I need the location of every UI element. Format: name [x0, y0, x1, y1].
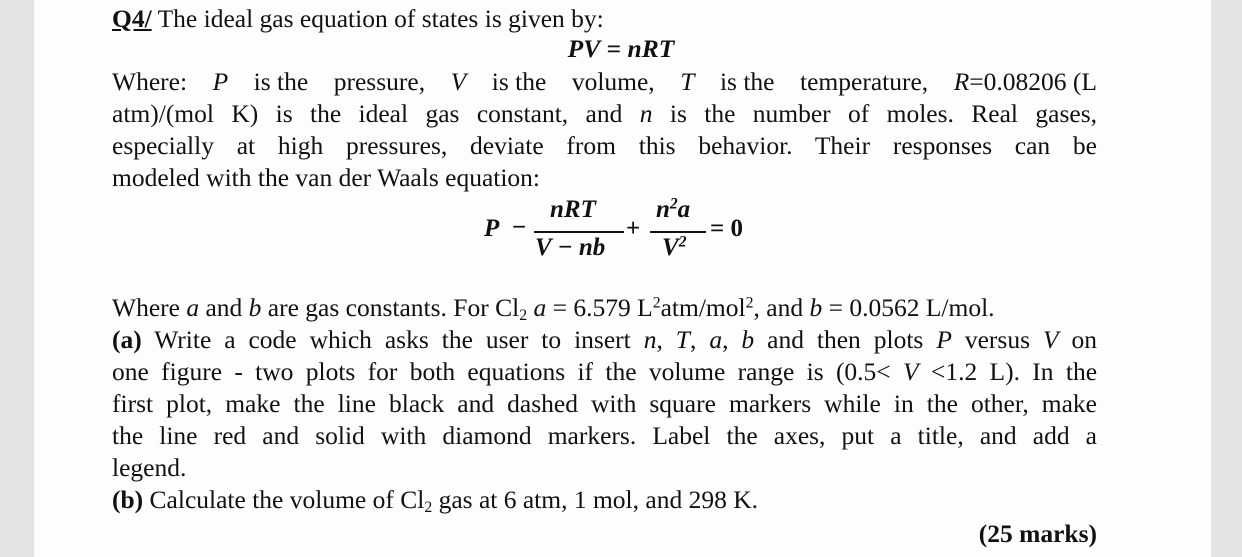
ideal-eq-rhs: nRT: [627, 34, 675, 63]
vdw-plus: +: [626, 215, 641, 242]
part-a-var-v: V: [1042, 325, 1059, 354]
ideal-eq-equals: =: [600, 34, 628, 63]
var-p: P: [212, 67, 229, 96]
var-r-group: [954, 66, 1097, 98]
constants-text-5: = 6.579 L: [546, 293, 653, 322]
part-b-text-end: gas at 6 atm, 1 mol, and 298 K.: [432, 485, 759, 514]
vdw-num2-a: a: [677, 196, 691, 223]
vdw-den2-exp: 2: [678, 233, 687, 251]
where-text-d: volume,: [571, 67, 655, 96]
part-a-l2-var-v: V: [903, 357, 919, 386]
part-a-l2-start: one figure - two plots for both equations if the volume range is (0.5<: [112, 357, 904, 386]
var-r: R: [953, 67, 970, 96]
part-a-line-4: [112, 420, 1097, 452]
vdw-minus: −: [512, 214, 527, 241]
part-b-label: (b): [112, 485, 144, 514]
where-text-c: is the: [491, 67, 547, 96]
part-b-cl2-subscript: 2: [424, 498, 433, 516]
ideal-gas-equation: [0, 33, 1242, 65]
vdw-num2-exp: 2: [669, 195, 678, 213]
where-text-b: pressure,: [333, 67, 426, 96]
part-a-line-3: [112, 388, 1097, 420]
part-a-var-b: b: [741, 325, 755, 354]
part-a-label: (a): [112, 325, 142, 354]
marks-label: (25 marks): [978, 519, 1097, 548]
part-a-var-n: n: [643, 325, 657, 354]
where-line-2: [112, 98, 1097, 130]
ideal-eq-lhs: PV: [567, 34, 601, 63]
question-intro-line: [112, 3, 1097, 35]
mol-squared: 2: [745, 294, 754, 312]
where-l2-end: is the number of moles. Real gases,: [652, 99, 1098, 128]
question-intro-text: The ideal gas equation of states is given by:: [151, 4, 604, 33]
question-label: Q4/: [112, 4, 152, 33]
constants-text-8: = 0.0562 L/mol.: [822, 293, 995, 322]
part-a-l2-end: <1.2 L). In the: [918, 357, 1098, 386]
constants-text-7: , and: [753, 293, 810, 322]
part-a-line-1: [112, 324, 1097, 356]
var-t: T: [680, 67, 695, 96]
constants-text-1: Where: [112, 293, 187, 322]
vdw-num2: [656, 196, 690, 224]
cl2-subscript: 2: [519, 306, 528, 324]
vdw-den2: [662, 234, 686, 262]
vdw-den2-v: V: [662, 234, 679, 261]
vdw-num1: nRT: [550, 196, 596, 223]
part-a-text-2: and then plots: [754, 325, 937, 354]
const-b-value-var: b: [809, 293, 823, 322]
where-l3: especially at high pressures, deviate from this behavior. Their responses can be: [112, 131, 1097, 160]
where-text-a: is the: [253, 67, 309, 96]
var-n: n: [639, 99, 653, 128]
where-l2-start: atm)/(mol K) is the ideal gas constant, and: [112, 99, 640, 128]
part-a-var-a: a: [709, 325, 723, 354]
l-squared: 2: [652, 294, 661, 312]
r-value: =0.08206 (L: [969, 67, 1097, 96]
van-der-waals-equation: [484, 196, 784, 266]
part-b-line: [112, 484, 1097, 516]
part-a-l4: the line red and solid with diamond markers. Label the axes, put a title, and add a: [112, 421, 1097, 450]
part-a-text-1: Write a code which asks the user to insert: [141, 325, 644, 354]
vdw-num2-n: n: [656, 196, 670, 223]
where-l4: modeled with the van der Waals equation:: [112, 163, 541, 192]
where-text-e: is the: [719, 67, 775, 96]
where-line-4: [112, 162, 1097, 194]
part-a-comma-3: ,: [722, 325, 742, 354]
constants-text-2: and: [199, 293, 249, 322]
part-a-text-3: versus: [951, 325, 1043, 354]
part-b-text-start: Calculate the volume of Cl: [143, 485, 425, 514]
constants-line: [112, 292, 1097, 324]
part-a-comma-2: ,: [689, 325, 710, 354]
where-line-3: [112, 130, 1097, 162]
vdw-p: P: [484, 215, 500, 242]
where-word: Where:: [112, 67, 188, 96]
part-a-line-5: [112, 452, 1097, 484]
const-a: a: [186, 293, 200, 322]
where-text-f: temperature,: [800, 67, 929, 96]
const-a-value-var: a: [533, 293, 547, 322]
vdw-fraction-bar-1: [534, 231, 624, 233]
part-a-text-4: on: [1058, 325, 1098, 354]
const-b: b: [248, 293, 262, 322]
part-a-comma-1: ,: [656, 325, 676, 354]
constants-text-6: atm/mol: [660, 293, 746, 322]
part-a-var-t: T: [675, 325, 690, 354]
constants-text-3: are gas constants. For Cl: [261, 293, 520, 322]
part-a-l3: first plot, make the line black and dashed with square markers while in the other, make: [112, 389, 1097, 418]
where-line-1: [112, 66, 1097, 98]
vdw-den1: V − nb: [535, 234, 606, 261]
var-v: V: [450, 67, 467, 96]
part-a-var-p: P: [936, 325, 952, 354]
part-a-line-2: [112, 356, 1097, 388]
vdw-equals-zero: = 0: [710, 215, 743, 242]
part-a-l5: legend.: [112, 453, 187, 482]
